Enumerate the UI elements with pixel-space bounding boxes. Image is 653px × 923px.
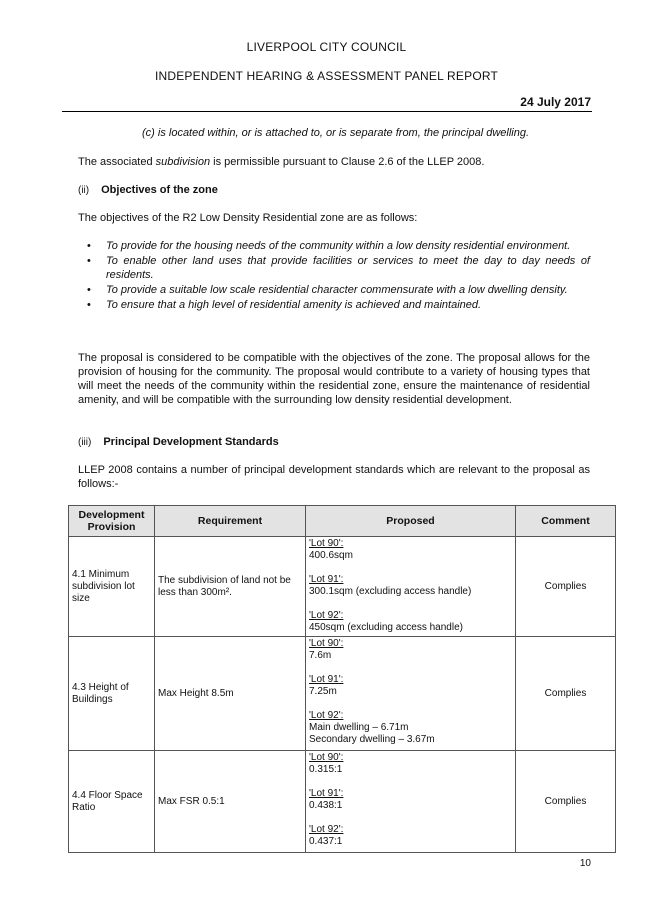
bullet-icon: •	[87, 240, 91, 252]
bullet-icon: •	[87, 284, 91, 296]
lot-90-label: 'Lot 90':	[309, 638, 344, 649]
council-name: LIVERPOOL CITY COUNCIL	[246, 40, 407, 54]
objective-text: To enable other land uses that provide facilities or services to meet the day to day needs of residents.	[106, 255, 590, 281]
table-row	[69, 751, 616, 853]
lot-90-value: 7.6m	[309, 650, 332, 661]
provision-cell: 4.4 Floor Space Ratio	[69, 751, 155, 853]
table-row	[69, 537, 616, 637]
proposed-cell	[306, 537, 516, 637]
table-row	[69, 637, 616, 751]
clause-item-c: (c) is located within, or is attached to, or is separate from, the principal dwelling.	[142, 127, 530, 139]
section-heading-objectives	[78, 183, 590, 198]
section-number-iii: (iii)	[78, 437, 92, 448]
objective-item	[78, 283, 590, 297]
report-title: INDEPENDENT HEARING & ASSESSMENT PANEL REPORT	[154, 69, 499, 83]
lot-91-label: 'Lot 91':	[309, 674, 344, 685]
subdivision-term: subdivision	[155, 156, 211, 168]
lot-91-value: 0.438:1	[309, 800, 343, 811]
lot-90-label: 'Lot 90':	[309, 538, 344, 549]
objective-text: To ensure that a high level of residential amenity is achieved and maintained.	[106, 299, 482, 311]
comment-cell: Complies	[516, 637, 616, 751]
bullet-icon: •	[87, 255, 91, 267]
lot-92-label: 'Lot 92':	[309, 710, 344, 721]
provision-cell: 4.1 Minimum subdivision lot size	[69, 537, 155, 637]
header-provision: Development Provision	[69, 506, 155, 537]
objective-item	[78, 298, 590, 312]
lot-92-value-secondary: Secondary dwelling – 3.67m	[309, 734, 435, 745]
proposal-paragraph: The proposal is considered to be compatible with the objectives of the zone. The proposal allows for the provision of housing for the community. The proposal would contribute to a variety of housing types that will meet the needs of the community within the residential zone, ensure the maintenance of residential amenity, and will be compatible with the surrounding low density residential development.	[78, 352, 590, 406]
subdivision-text-before: The associated	[78, 156, 156, 168]
section-number-ii: (ii)	[78, 185, 90, 196]
comment-cell: Complies	[516, 751, 616, 853]
subdivision-paragraph	[78, 155, 590, 169]
lot-91-label: 'Lot 91':	[309, 574, 344, 585]
section-title-objectives: Objectives of the zone	[101, 184, 218, 196]
lot-91-value: 300.1sqm (excluding access handle)	[309, 586, 472, 597]
comment-cell: Complies	[516, 537, 616, 637]
objectives-list	[78, 239, 590, 313]
provision-cell: 4.3 Height of Buildings	[69, 637, 155, 751]
report-date: 24 July 2017	[520, 95, 591, 109]
header-rule	[62, 111, 592, 112]
requirement-cell: Max Height 8.5m	[155, 637, 306, 751]
development-standards-table	[68, 505, 616, 853]
lot-92-value: Main dwelling – 6.71m	[309, 722, 409, 733]
lot-92-label: 'Lot 92':	[309, 610, 344, 621]
objective-text: To provide for the housing needs of the community within a low density residential environment.	[106, 240, 571, 252]
objective-item	[78, 254, 590, 282]
objective-item	[78, 239, 590, 253]
bullet-icon: •	[87, 299, 91, 311]
lot-90-value: 400.6sqm	[309, 550, 353, 561]
objective-text: To provide a suitable low scale residential character commensurate with a low dwelling density.	[106, 284, 568, 296]
header-proposed: Proposed	[306, 506, 516, 537]
requirement-cell: Max FSR 0.5:1	[155, 751, 306, 853]
lot-90-value: 0.315:1	[309, 764, 343, 775]
section-heading-standards	[78, 435, 590, 450]
section-title-standards: Principal Development Standards	[103, 436, 279, 448]
lot-91-value: 7.25m	[309, 686, 337, 697]
table-header-row	[69, 506, 616, 537]
header-requirement: Requirement	[155, 506, 306, 537]
lot-92-value: 0.437:1	[309, 836, 343, 847]
objectives-intro: The objectives of the R2 Low Density Residential zone are as follows:	[78, 212, 418, 224]
llep-paragraph: LLEP 2008 contains a number of principal development standards which are relevant to the proposal as follows:-	[78, 464, 590, 490]
proposed-cell	[306, 637, 516, 751]
requirement-cell: The subdivision of land not be less than 300m².	[155, 537, 306, 637]
lot-90-label: 'Lot 90':	[309, 752, 344, 763]
subdivision-text-after: is permissible pursuant to Clause 2.6 of the LLEP 2008.	[210, 156, 485, 168]
lot-92-value: 450sqm (excluding access handle)	[309, 622, 463, 633]
header-comment: Comment	[516, 506, 616, 537]
lot-91-label: 'Lot 91':	[309, 788, 344, 799]
lot-92-label: 'Lot 92':	[309, 824, 344, 835]
page-number: 10	[579, 858, 591, 869]
proposed-cell	[306, 751, 516, 853]
